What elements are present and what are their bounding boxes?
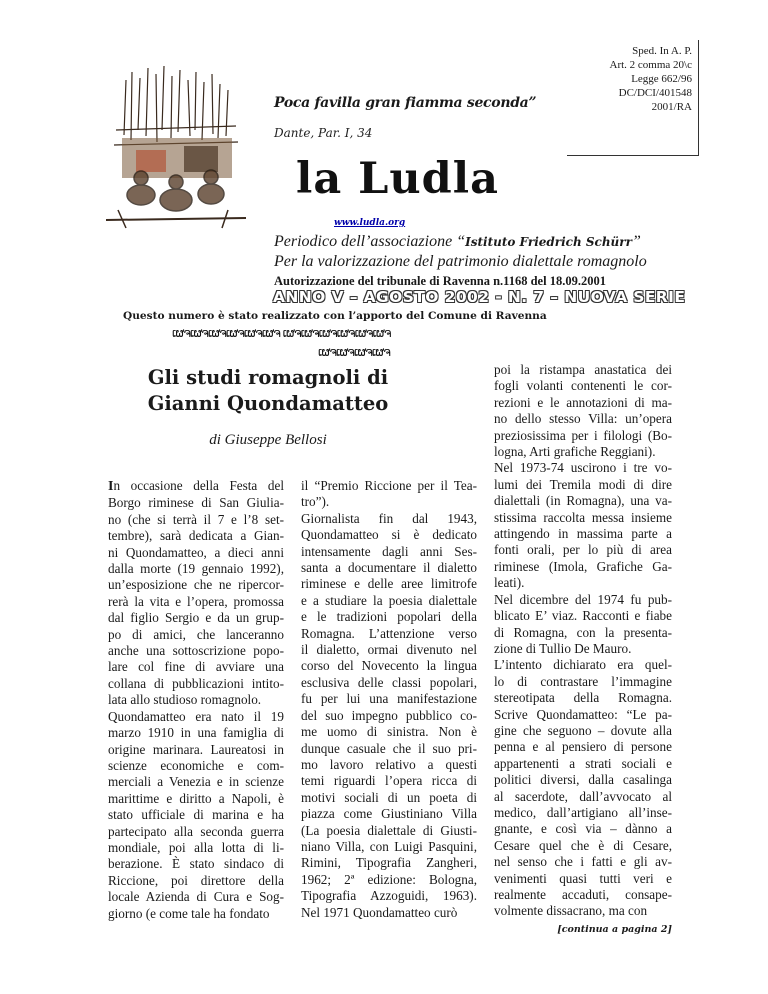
stamp-line: 2001/RA (651, 101, 692, 113)
text-line: politici diversi, dalla casalinga (494, 772, 672, 788)
website-link[interactable]: www.ludla.org (334, 218, 406, 228)
text-line: lare col fine di avviare una (108, 659, 284, 675)
text-line: il dialetto, ormai divenuto nel (301, 642, 477, 658)
drop-cap: I (108, 479, 114, 494)
text-line: attingendo in massima parte a (494, 526, 672, 542)
text-line: locale Azienda di Cura e Sog- (108, 889, 284, 905)
text-line: corso del Novecento la lingua (301, 658, 477, 674)
article-column-2 (301, 478, 477, 921)
text-line: (La poesia dialettale di Giusti- (301, 822, 477, 838)
text-line: dalla morte (19 gennaio 1992), (108, 561, 284, 577)
text-line: stato ufficiale di marina e ha (108, 807, 284, 823)
text-line: lo di contrastare l’immagine (494, 673, 672, 689)
text-line: no (che si terrà il 7 e l’8 set- (108, 511, 284, 527)
text-line: appartenenti a strati sociali e (494, 755, 672, 771)
text-line: e le tradizioni popolari della (301, 609, 477, 625)
ornament-divider: ເຜຈເຜຈເຜຈເຜຈເຜຈເຜຈ ເຜຈເຜຈເຜຈເຜຈເຜຈເຜຈ (172, 326, 391, 340)
text-line: niano Villa, con Luigi Pasquini, (301, 838, 477, 854)
text-line: lumi dei Tremila modi di dire (494, 476, 672, 492)
text-line: tro”). (301, 494, 330, 510)
first-line-text: n occasione della Festa del (113, 478, 284, 493)
text-line: rerà la vita e l’opera, promossa (108, 593, 284, 609)
text-line: venimenti quasi tutti veri e (494, 870, 672, 886)
text-line: mondiale, poi alla lotta di li- (108, 839, 284, 855)
tagline-prefix: Periodico dell’associazione “ (274, 233, 466, 250)
tagline-periodical (274, 233, 641, 251)
text-line: del suo impegno pubblico co- (301, 707, 477, 723)
text-line: Giornalista fin dal 1943, (301, 510, 477, 526)
text-line: origine marinara. Laureatosi in (108, 741, 284, 757)
stamp-line: Art. 2 comma 20\c (609, 59, 692, 71)
text-line: Tipografia Azzoguidi, 1963). (301, 888, 477, 904)
text-line: Riccione, poi direttore della (108, 872, 284, 888)
text-line: anche una sottoscrizione popo- (108, 643, 284, 659)
article-title-line: Gianni Quondamatteo (147, 392, 389, 415)
text-line: 1962; 2ª edizione: Bologna, (301, 871, 477, 887)
authorization-line: Autorizzazione del tribunale di Ravenna n.1168 del 18.09.2001 (274, 274, 606, 288)
article-title-line: Gli studi romagnoli di (147, 366, 389, 389)
tagline-mission: Per la valorizzazione del patrimonio dialettale romagnolo (274, 253, 647, 270)
ornament-divider: ເຜຈເຜຈເຜຈເຜຈ (318, 345, 390, 359)
cover-illustration (96, 60, 256, 232)
text-line: dunque casuale che il suo pri- (301, 740, 477, 756)
article-title (108, 365, 428, 417)
text-line: partecipato alla seconda guerra (108, 823, 284, 839)
stamp-line: Legge 662/96 (631, 73, 692, 85)
text-line: Borgo riminese di San Giulia- (108, 495, 284, 511)
text-line: riminese e delle aree limitrofe (301, 576, 477, 592)
article-column-1 (108, 478, 284, 922)
text-line: Nel dicembre del 1974 fu pub- (494, 591, 672, 607)
text-line: il “Premio Riccione per il Tea- (301, 478, 477, 493)
text-line: esclusiva delle classi popolari, (301, 674, 477, 690)
text-line: mo lavoro relativo a questi (301, 756, 477, 772)
text-line: Quondamatteo si è dedicato (301, 527, 477, 543)
text-line: medico, dall’artigiano all’inse- (494, 804, 672, 820)
text-line: fu per lui una manifestazione (301, 691, 477, 707)
institute-name: Istituto Friedrich Schürr (465, 235, 632, 249)
text-line: leati). (494, 575, 525, 591)
text-line: po di amici, che lanceranno (108, 626, 284, 642)
text-line: zione di Tullio De Mauro. (494, 640, 632, 656)
text-line: motivi sociali di un poeta di (301, 789, 477, 805)
dante-quote: Poca favilla gran fiamma seconda” (274, 95, 537, 111)
text-line: Nel 1973-74 uscirono i tre vo- (494, 460, 672, 476)
text-line: giorno (e come tale ha fondato (108, 905, 270, 921)
text-line: ni Quondamatteo, a dieci anni (108, 544, 284, 560)
text-line: fogli volanti contenenti le cor- (494, 378, 672, 394)
text-line: stissima raccolta messa insieme (494, 509, 672, 525)
article-column-3 (494, 362, 672, 938)
text-line: fonti orali, per lo più di area (494, 542, 672, 558)
text-line: gnante, e così via – dànno a (494, 821, 672, 837)
text-line: berazione. È stato sindaco di (108, 856, 284, 872)
text-line: poi la ristampa anastatica dei (494, 362, 672, 377)
text-line: dialettali (in Romagna), una va- (494, 493, 672, 509)
text-line: di Romagna, con la presenta- (494, 624, 672, 640)
text-line: gine che seguono – dovute alla (494, 722, 672, 738)
continued-note: [continua a pagina 2] (557, 923, 672, 935)
text-line: stereotipata della Romagna. (494, 690, 672, 706)
issue-banner: ANNO V – AGOSTO 2002 - N. 7 – NUOVA SERIE (273, 288, 686, 306)
postal-stamp (567, 40, 699, 156)
text-line: Rimini, Tipografia Zangheri, (301, 855, 477, 871)
text-line: blicato E’ viaz. Racconti e fiabe (494, 608, 672, 624)
tagline-suffix: ” (631, 233, 641, 250)
text-line: santa a documentare il dialetto (301, 560, 477, 576)
text-line: realmente accaduti, consape- (494, 887, 672, 902)
text-line: collana di pubblicazioni intito- (108, 675, 284, 691)
text-line: merciali a Venezia e in scienze (108, 774, 284, 790)
sponsor-line: Questo numero è stato realizzato con l’apporto del Comune di Ravenna (123, 310, 547, 322)
text-line: temi riguardi l’opera ricca di (301, 773, 477, 789)
text-line: lata allo studioso romagnolo. (108, 692, 262, 708)
text-line: marzo 1910 in una famiglia di (108, 725, 284, 741)
stamp-line: Sped. In A. P. (632, 45, 692, 57)
text-line: me uomo di sinistra. Non è (301, 724, 477, 740)
text-line: piazza come Giustiniano Villa (301, 806, 477, 822)
text-line: Cesare quel che è di Cesare, (494, 837, 672, 853)
text-line (108, 478, 284, 495)
article-byline: di Giuseppe Bellosi (209, 432, 327, 448)
text-line: e a studiare la poesia dialettale (301, 592, 477, 608)
text-line: dal figlio Sergio e da un grup- (108, 610, 284, 626)
text-line: logna, Arti grafiche Reggiani). (494, 444, 656, 460)
stamp-line: DC/DCI/401548 (618, 87, 692, 99)
masthead-title: la Ludla (296, 154, 499, 204)
text-line: nel senso che i fatti e gli av- (494, 854, 672, 870)
text-line: Nel 1971 Quondamatteo curò (301, 904, 458, 920)
text-line: preziosissima per i filologi (Bo- (494, 427, 672, 443)
text-line: Romagna. L’attenzione verso (301, 625, 477, 641)
text-line: Scrive Quondamatteo: “Le pa- (494, 706, 672, 722)
text-line: Quondamatteo era nato il 19 (108, 708, 284, 724)
text-line: marittime e diritto a Napoli, è (108, 790, 284, 806)
text-line: scienze economiche e com- (108, 757, 284, 773)
text-line: no dello stesso Villa: un’opera (494, 411, 672, 427)
text-line: intensamente dagli anni Ses- (301, 543, 477, 559)
text-line: L’intento dichiarato era quel- (494, 657, 672, 673)
text-line: volmente dissacrano, ma con (494, 903, 648, 919)
text-line: penna e al pensiero di persone (494, 739, 672, 755)
text-line: al sacerdote, dall’avvocato al (494, 788, 672, 804)
text-line: tembre), sarà dedicata a Gian- (108, 528, 284, 544)
quote-source: Dante, Par. I, 34 (274, 126, 373, 140)
text-line: un’esposizione che ne ripercor- (108, 577, 284, 593)
text-line: rezioni e le annotazioni di ma- (494, 394, 672, 410)
text-line: riminese (Imola, Grafiche Ga- (494, 558, 672, 574)
